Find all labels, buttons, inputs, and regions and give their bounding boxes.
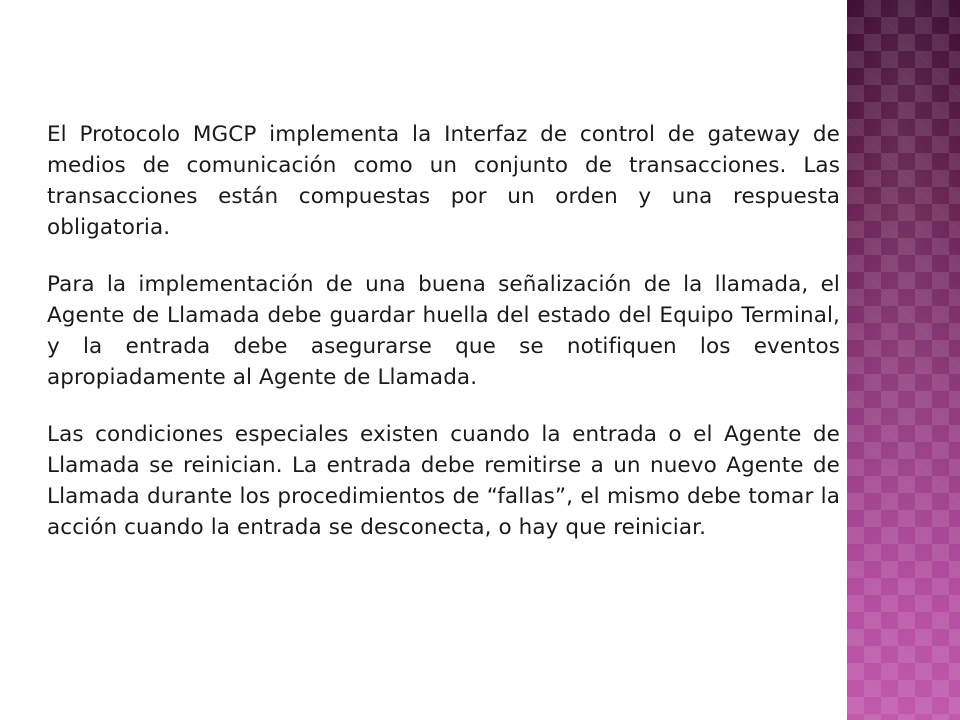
paragraph-call-signaling: Para la implementación de una buena señalización de la llamada, el Agente de Llamada debe guardar huella del estado del Equipo Terminal, y la entrada debe asegurarse que se notifiquen los eventos apropiadamente al Agente de Llamada. [47,272,840,390]
decorative-side-band [847,0,960,720]
paragraph-protocol-description: El Protocolo MGCP implementa la Interfaz de control de gateway de medios de comunicación como un conjunto de transacciones. Las transacciones están compuestas por un orden y una respuesta obligatoria. [47,122,840,240]
paragraph-special-conditions: Las condiciones especiales existen cuando la entrada o el Agente de Llamada se reinician. La entrada debe remitirse a un nuevo Agente de Llamada durante los procedimientos de “fallas”, el mismo debe tomar la acción cuando la entrada se desconecta, o hay que reiniciar. [47,422,840,540]
slide-body [47,119,840,569]
